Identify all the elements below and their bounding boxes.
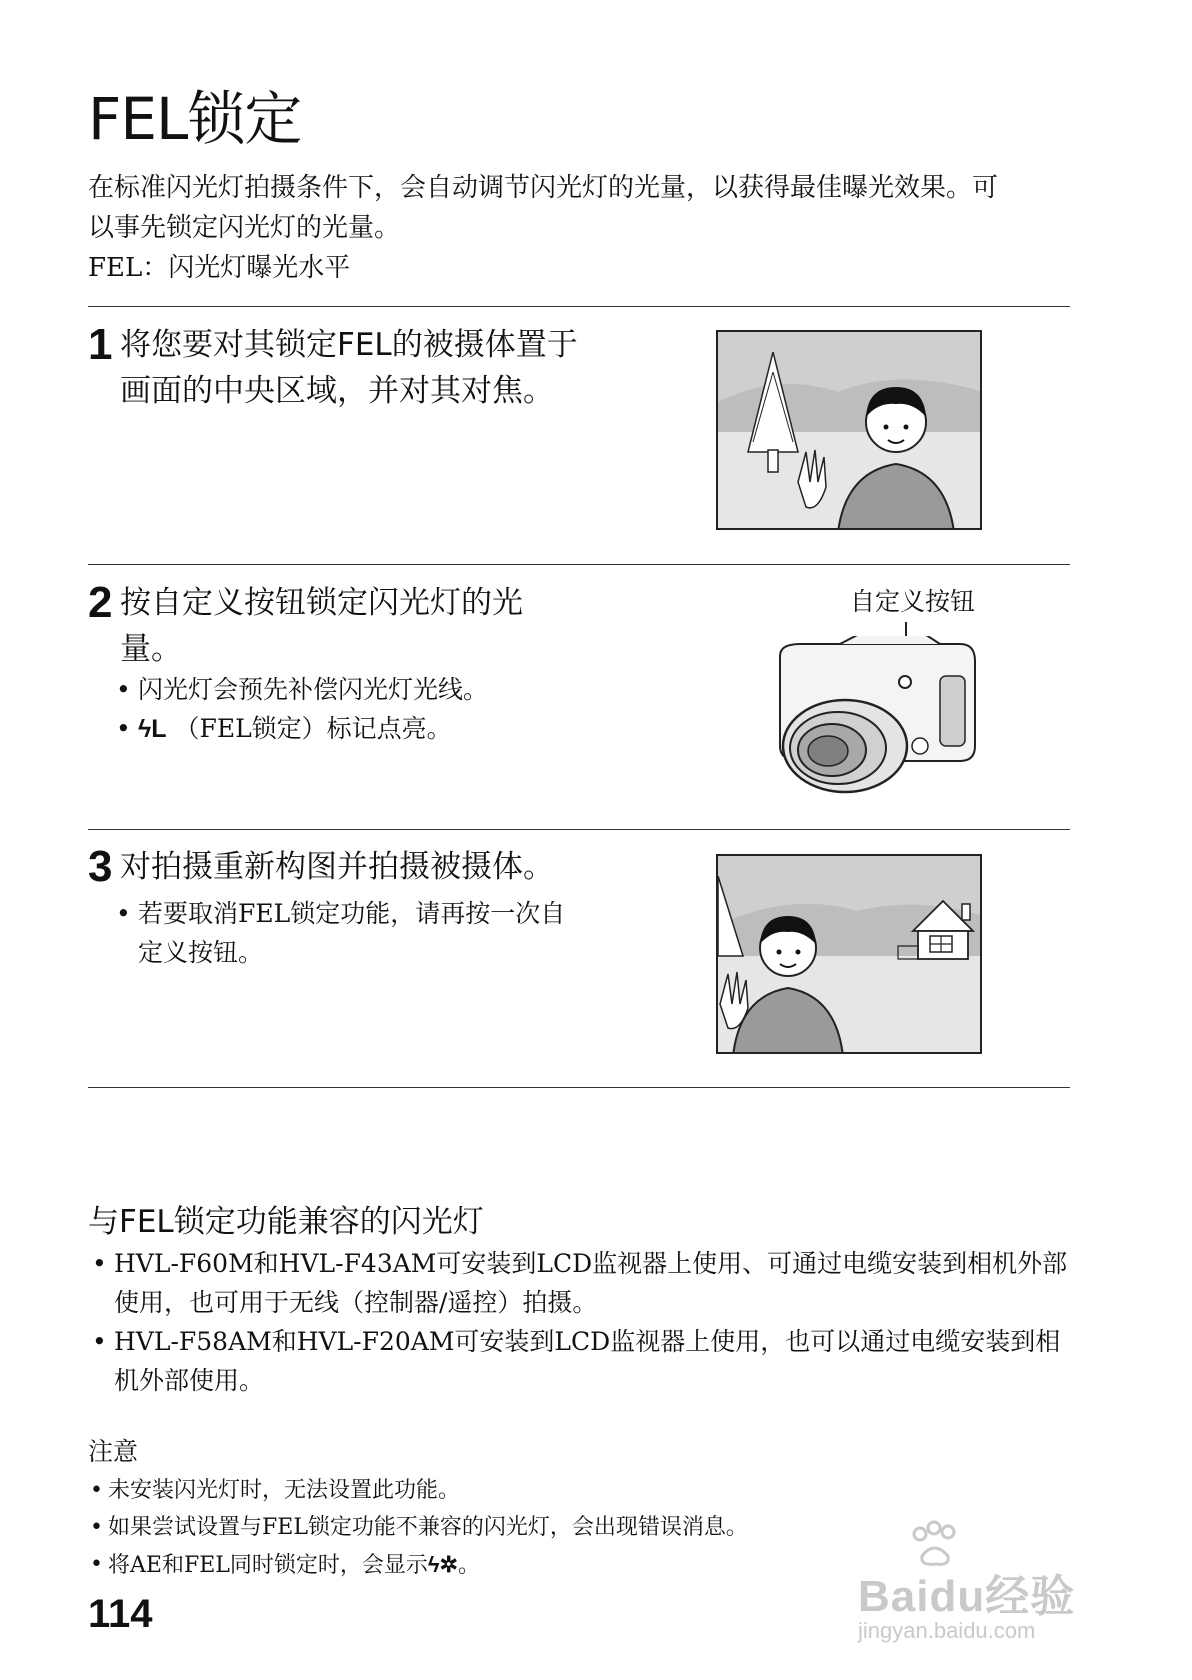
- notes-title: 注意: [88, 1437, 139, 1466]
- fel-lock-icon: ϟL: [138, 715, 167, 743]
- compat-list: [88, 1244, 1068, 1400]
- illustration-recompose: [716, 854, 982, 1054]
- list-item: • 若要取消FEL锁定功能，请再按一次自定义按钮。: [112, 894, 582, 972]
- divider: [88, 306, 1070, 307]
- scene-boy-tree-image: [718, 332, 982, 530]
- list-item: • 闪光灯会预先补偿闪光灯光线。: [112, 670, 602, 709]
- divider: [88, 1087, 1070, 1088]
- watermark-url: jingyan.baidu.com: [858, 1618, 1036, 1643]
- list-item: • 将AE和FEL同时锁定时，会显示ϟ✲。: [88, 1546, 1068, 1584]
- fel-definition: FEL：闪光灯曝光水平: [88, 253, 351, 283]
- list-item: • HVL-F60M和HVL-F43AM可安装到LCD监视器上使用、可通过电缆安装到相机外部使用，也可用于无线（控制器/遥控）拍摄。: [88, 1244, 1068, 1322]
- step-bullets: [112, 670, 602, 749]
- watermark: [858, 1520, 1158, 1660]
- list-item: • HVL-F58AM和HVL-F20AM可安装到LCD监视器上使用，也可以通过电缆安装到相机外部使用。: [88, 1322, 1068, 1400]
- intro-paragraph: 在标准闪光灯拍摄条件下，会自动调节闪光灯的光量，以获得最佳曝光效果。可以事先锁定闪光灯的光量。: [88, 173, 999, 243]
- page-number: 114: [88, 1592, 153, 1636]
- camera-image: [770, 636, 990, 796]
- page-title: FEL锁定: [88, 85, 302, 153]
- section-title: 与FEL锁定功能兼容的闪光灯: [88, 1204, 484, 1240]
- camera-illustration: [770, 636, 990, 796]
- divider: [88, 829, 1070, 830]
- custom-button-callout: 自定义按钮: [850, 587, 976, 616]
- ae-fel-lock-icon: ϟ✲: [427, 1552, 458, 1577]
- list-item: • 未安装闪光灯时，无法设置此功能。: [88, 1472, 1068, 1509]
- step-number: 1: [88, 320, 113, 369]
- list-item: • 如果尝试设置与FEL锁定功能不兼容的闪光灯，会出现错误消息。: [88, 1509, 1068, 1546]
- step-text: 按自定义按钮锁定闪光灯的光量。: [120, 585, 523, 667]
- divider: [88, 564, 1070, 565]
- step-2: [88, 580, 608, 780]
- scene-boy-house-image: [718, 856, 982, 1054]
- step-bullets: [112, 894, 582, 972]
- step-text: 将您要对其锁定FEL的被摄体置于画面的中央区域，并对其对焦。: [120, 327, 578, 409]
- step-number: 3: [88, 842, 113, 891]
- step-3: [88, 844, 648, 1004]
- step-text: 对拍摄重新构图并拍摄被摄体。: [120, 849, 554, 885]
- watermark-brand: Baidu经验: [858, 1572, 1076, 1621]
- intro-text: [88, 168, 1008, 288]
- list-item: • ϟL （FEL锁定）标记点亮。: [112, 709, 602, 749]
- step-number: 2: [88, 578, 113, 627]
- illustration-focus-subject: [716, 330, 982, 530]
